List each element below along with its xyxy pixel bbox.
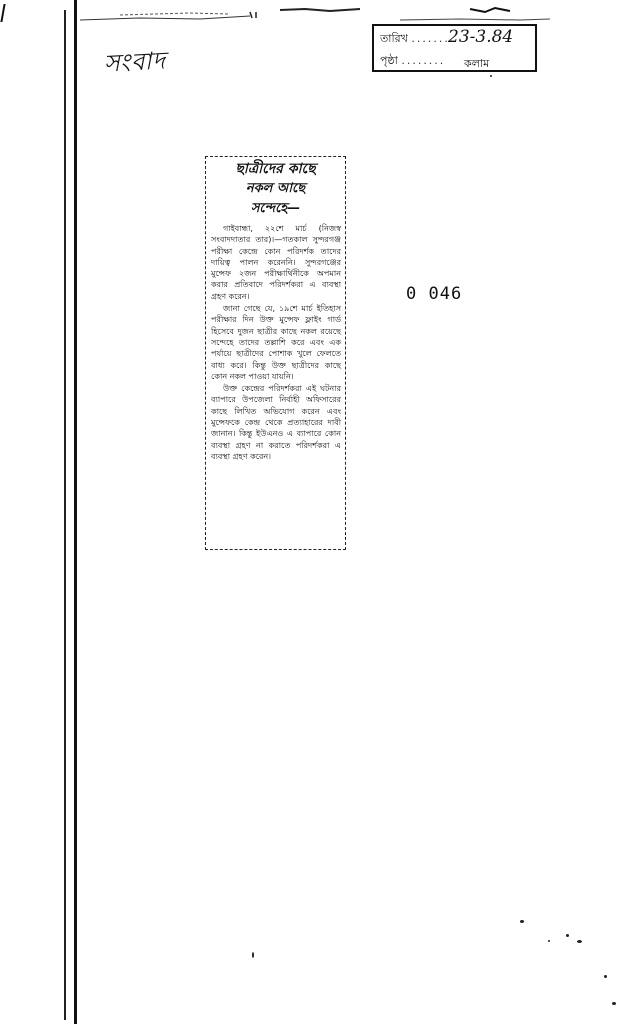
scan-speck	[604, 975, 607, 978]
stamp-dots: ........	[401, 54, 446, 67]
scan-speck	[566, 934, 569, 937]
stamp-date-row	[380, 27, 532, 52]
headline-line: নকল আছে	[245, 181, 306, 196]
headline-line: ছাত্রীদের কাছে	[235, 161, 316, 177]
scan-speck	[548, 940, 550, 942]
scan-noise	[80, 6, 550, 24]
stamp-page-label: পৃষ্ঠা	[380, 54, 398, 67]
clipping-paragraph: উক্ত কেন্দ্রের পরিদর্শকরা এই ঘটনার ব্যাপারে উপজেলা নির্বাহী অফিসারের কাছে লিখিত অভিযোগ করেন এবং মুন্সেফকে কেন্দ্র থেকে প্রত্যাহারের দাবী জানান। কিন্তু ইউএনও এ ব্যাপারে কোন ব্যবস্থা গ্রহণ না করাতে পরিদর্শকরা এ ব্যবস্থা গ্রহণ করেন।	[211, 383, 341, 461]
stamp-dots: ........	[411, 32, 456, 45]
corner-mark	[0, 4, 15, 22]
binding-line-edge	[74, 0, 77, 1024]
scan-speck	[520, 920, 524, 923]
archive-number: 0 046	[406, 284, 463, 304]
stamp-page-row	[380, 52, 532, 74]
scan-speck	[252, 952, 254, 958]
scan-speck	[490, 75, 492, 77]
newspaper-name: সংবাদ	[103, 46, 167, 78]
scan-speck	[612, 1002, 616, 1005]
date-stamp-box	[372, 24, 537, 72]
headline-line: সন্দেহে—	[250, 201, 301, 216]
stamp-date-value: 23-3.84	[448, 27, 514, 47]
binding-line	[64, 10, 66, 1020]
scan-speck	[577, 940, 582, 943]
clipping-body	[206, 219, 345, 462]
newspaper-clipping	[205, 156, 346, 550]
clipping-paragraph: গাইবান্ধা, ২২শে মার্চ (নিজস্ব সংবাদদাতার তার)।—গতকাল সুন্দরগঞ্জ পরীক্ষা কেন্দ্রে কোন পরিদর্শক তাদের দায়িত্ব পালন করেননি। সুন্দরগঞ্জের মুন্সেফ ২জন পরীক্ষার্থিনীকে অপমান করার প্রতিবাদে পরিদর্শকরা এ ব্যবস্থা গ্রহণ করেন।	[211, 223, 341, 301]
stamp-column-label: কলাম	[464, 57, 490, 70]
clipping-headline	[206, 157, 345, 219]
clipping-paragraph: জানা গেছে যে, ১৯শে মার্চ ইতিহাস পরীক্ষার দিন উক্ত মুন্সেফ ফ্লাইং গার্ড হিসেবে দুজন ছাত্রীর কাছে নকল রয়েছে সন্দেহে তাদের তল্লাশি করে এবং এক পর্যায়ে ছাত্রীদের পোশাক খুলে ফেলতে বাধ্য করে। কিন্তু উক্ত ছাত্রীদের কাছে কোন নকল পাওয়া যায়নি।	[211, 303, 341, 381]
stamp-date-label: তারিখ	[380, 32, 408, 45]
